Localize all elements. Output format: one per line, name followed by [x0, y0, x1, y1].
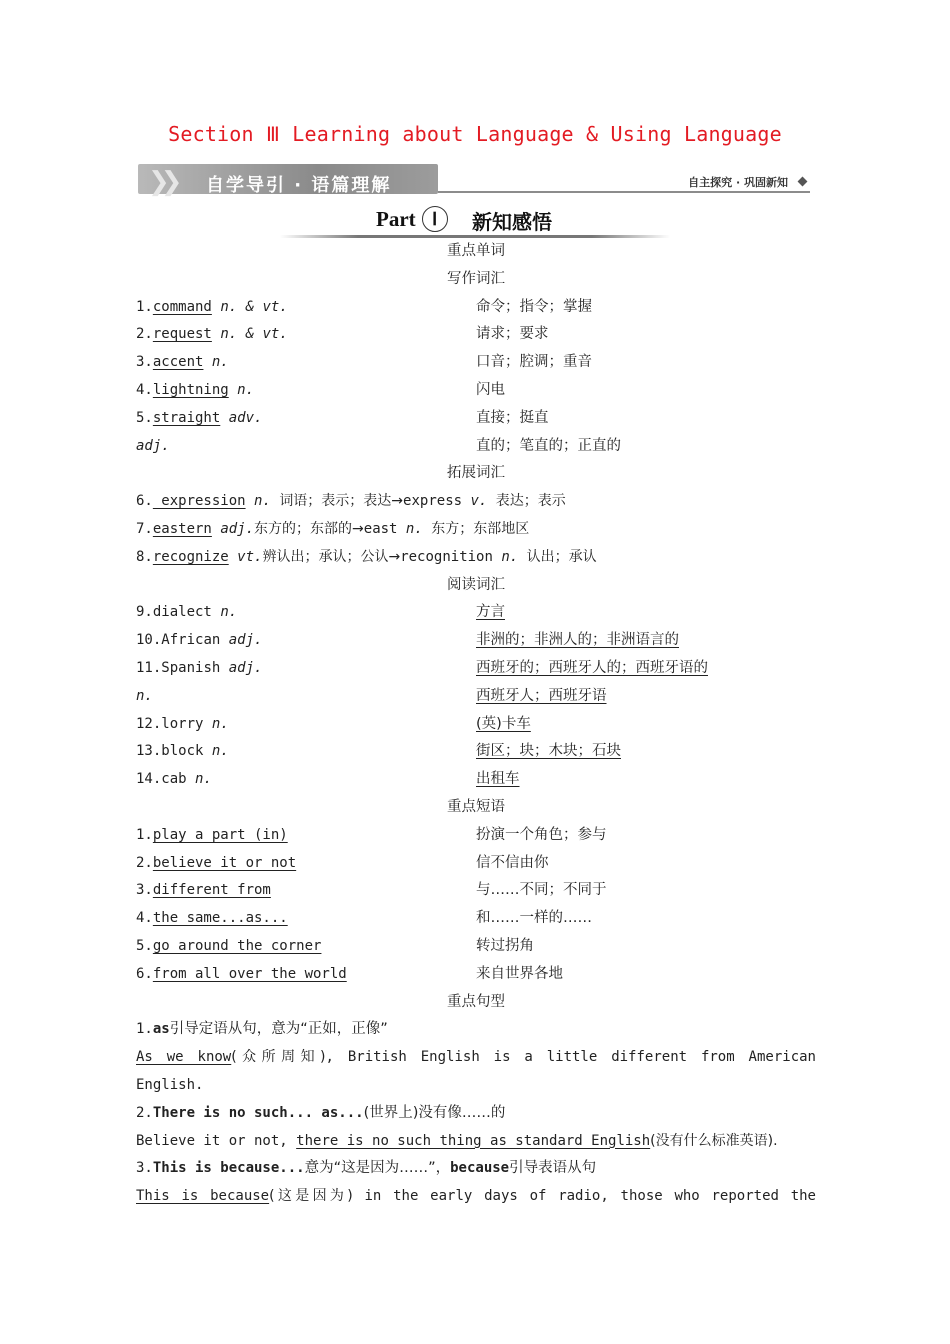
vocab-entry: 1.command n. & vt.	[136, 298, 288, 315]
vocab-meaning: (英)卡车	[476, 715, 531, 732]
vocab-entry: 2.request n. & vt.	[136, 326, 288, 343]
example-sentence-continued: English.	[136, 1076, 204, 1093]
list-item	[136, 933, 816, 961]
phrase-meaning: 来自世界各地	[476, 965, 563, 982]
section-banner	[138, 160, 810, 198]
vocab-meaning: 出租车	[476, 771, 520, 788]
part-title: 新知感悟	[472, 210, 552, 234]
part-label	[376, 206, 448, 232]
heading-extended-vocab: 拓展词汇	[447, 465, 505, 482]
example-sentence: Believe it or not, there is no such thing as standard English(没有什么标准英语).	[136, 1132, 778, 1149]
vocab-entry: 8.recognize vt.辨认出；承认；公认→recognition n. 认出；承认	[136, 548, 597, 565]
sentence-pattern-heading: 3.This is because...意为“这是因为……”，because引导表语从句	[136, 1160, 597, 1177]
example-sentence: This is because(这是因为) in the early days of radio, those who reported the	[136, 1188, 816, 1205]
list-item	[136, 488, 816, 516]
list-item	[136, 349, 816, 377]
heading-key-phrases: 重点短语	[447, 798, 505, 815]
list-item	[136, 822, 816, 850]
vocab-entry: 3.accent n.	[136, 354, 229, 371]
sentence-pattern-heading: 1.as引导定语从句，意为“正如，正像”	[136, 1021, 388, 1038]
section-title: Section Ⅲ Learning about Language & Using Language	[168, 122, 782, 146]
heading-key-sentences: 重点句型	[447, 993, 505, 1010]
list-item	[136, 683, 816, 711]
part-heading	[280, 204, 670, 240]
list-item	[136, 599, 816, 627]
vocab-meaning: 西班牙的；西班牙人的；西班牙语的	[476, 659, 708, 676]
banner-bar	[138, 164, 438, 197]
heading-writing-vocab: 写作词汇	[447, 270, 505, 287]
vocab-pos: adj.	[136, 437, 170, 454]
list-item	[136, 850, 816, 878]
vocab-pos: n.	[136, 687, 153, 704]
vocab-entry: 4.lightning n.	[136, 381, 255, 398]
vocab-entry: 13.block n.	[136, 743, 229, 760]
list-item	[136, 738, 816, 766]
list-item	[136, 766, 816, 794]
list-item	[136, 377, 816, 405]
phrase-meaning: 转过拐角	[476, 937, 534, 954]
heading-reading-vocab: 阅读词汇	[447, 576, 505, 593]
vocab-entry: 6. expression n. 词语；表示；表达→express v. 表达；表示	[136, 493, 566, 510]
example-sentence: As we know(众所周知), British English is a little different from American	[136, 1049, 816, 1066]
list-item	[136, 655, 816, 683]
banner-rule	[438, 191, 810, 193]
part-numeral-badge: Ⅰ	[422, 206, 448, 232]
vocab-entry: 14.cab n.	[136, 771, 212, 788]
diamond-icon	[798, 177, 808, 187]
part-word: Part	[376, 207, 416, 231]
phrase-entry: 5.go around the corner	[136, 937, 322, 954]
list-item	[136, 711, 816, 739]
phrase-entry: 6.from all over the world	[136, 965, 347, 982]
phrase-entry: 3.different from	[136, 882, 271, 899]
heading-key-words: 重点单词	[447, 243, 505, 259]
list-item	[136, 405, 816, 433]
vocab-meaning: 命令；指令；掌握	[476, 298, 592, 315]
vocab-meaning: 请求；要求	[476, 326, 549, 343]
vocab-entry: 10.African adj.	[136, 632, 263, 649]
vocab-entry: 7.eastern adj.东方的；东部的→east n. 东方；东部地区	[136, 520, 530, 537]
vocab-meaning: 直接；挺直	[476, 409, 549, 426]
vocab-meaning: 闪电	[476, 381, 505, 398]
double-chevron-icon: ❯❯	[148, 167, 174, 197]
vocab-meaning: 非洲的；非洲人的；非洲语言的	[476, 632, 679, 649]
vocab-entry: 5.straight adv.	[136, 409, 263, 426]
phrase-entry: 4.the same...as...	[136, 910, 288, 927]
vocab-meaning: 直的；笔直的；正直的	[476, 437, 621, 454]
vocab-meaning: 西班牙人；西班牙语	[476, 687, 607, 704]
vocab-meaning: 口音；腔调；重音	[476, 354, 592, 371]
vocab-meaning: 方言	[476, 604, 505, 621]
phrase-meaning: 与……不同；不同于	[476, 882, 607, 899]
sentence-pattern-heading: 2.There is no such... as...(世界上)没有像……的	[136, 1104, 506, 1121]
phrase-entry: 1.play a part (in)	[136, 826, 288, 843]
phrase-meaning: 扮演一个角色；参与	[476, 826, 607, 843]
list-item	[136, 905, 816, 933]
banner-left-label: 自学导引 · 语篇理解	[206, 175, 392, 196]
list-item	[136, 516, 816, 544]
list-item	[136, 321, 816, 349]
list-item	[136, 433, 816, 461]
phrase-meaning: 和……一样的……	[476, 910, 592, 927]
vocab-entry: 11.Spanish adj.	[136, 659, 263, 676]
banner-right-label: 自主探究 · 巩固新知	[688, 176, 788, 189]
list-item	[136, 961, 816, 989]
vocab-entry: 9.dialect n.	[136, 604, 238, 621]
list-item	[136, 877, 816, 905]
vocab-entry: 12.lorry n.	[136, 715, 229, 732]
phrase-entry: 2.believe it or not	[136, 854, 297, 871]
list-item	[136, 544, 816, 572]
phrase-meaning: 信不信由你	[476, 854, 549, 871]
vocab-meaning: 街区；块；木块；石块	[476, 743, 621, 760]
list-item	[136, 627, 816, 655]
list-item	[136, 294, 816, 322]
content-body	[136, 238, 816, 1211]
